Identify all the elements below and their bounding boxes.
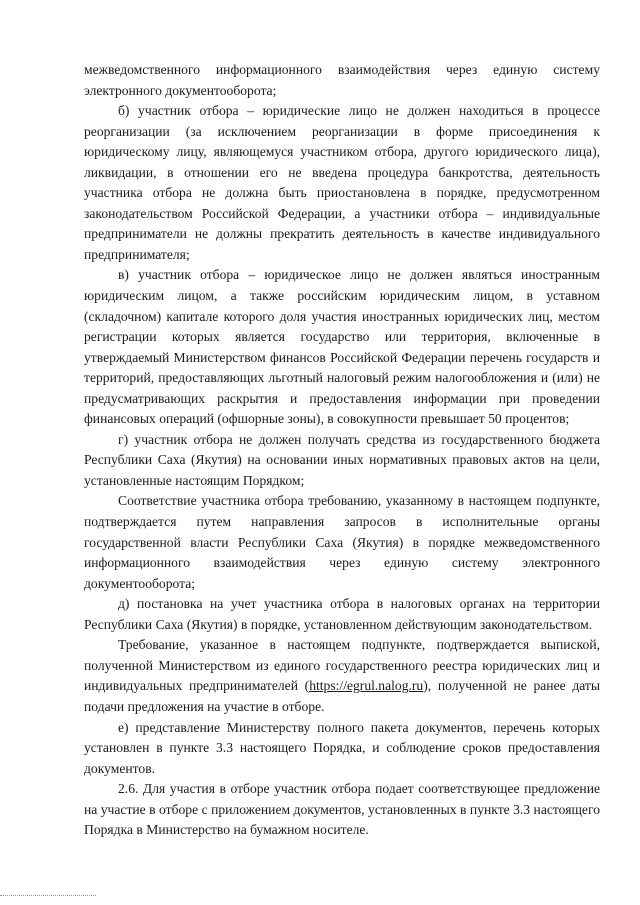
paragraph-item-v: в) участник отбора – юридическое лицо не должен являться иностранным юридическим лицом, а также российским юридическим лицом, в уставном (складочном) капитале которого доля участия иностранных юридических лиц, местом регистрации которых является государство или территория, включенные в утверждаемый Министерством финансов Российской Федерации перечень государств и территорий, предоставляющих льготный налоговый режим налогообложения и (или) не предусматривающих раскрытия и предоставления информации при проведении финансовых операций (офшорные зоны), в совокупности превышает 50 процентов; (84, 267, 600, 427)
paragraph-continuation: межведомственного информационного взаимодействия через единую систему электронного документооборота; (84, 62, 600, 98)
paragraph-item-b: б) участник отбора – юридические лицо не должен находиться в процессе реорганизации (за исключением реорганизации в форме присоединения к юридическому лицу, являющемуся участником отбора, другого юридического лица), ликвидации, в отношении его не введена процедура банкротства, деятельность участника отбора не должна быть приостановлена в порядке, предусмотренном законодательством Российской Федерации, а участники отбора – индивидуальные предприниматели не должны прекратить деятельность в качестве индивидуального предпринимателя; (84, 103, 600, 262)
paragraph-item-g: г) участник отбора не должен получать средства из государственного бюджета Республики Саха (Якутия) на основании иных нормативных правовых актов на цели, установленные настоящим Порядком; (84, 431, 600, 488)
requirement-text-after: ), полученной не ранее даты подачи предложения на участие в отборе. (84, 678, 600, 714)
requirement-text-before: Требование, указанное в настоящем подпункте, подтверждается выпиской, полученной Министерством из единого государственного реестра юридических лиц и индивидуальных предпринимателей ( (84, 637, 600, 694)
paragraph-item-d: д) постановка на учет участника отбора в налоговых органах на территории Республики Саха (Якутия) в порядке, установленном действующим законодательством. (84, 596, 600, 632)
paragraph-section-2-6: 2.6. Для участия в отборе участник отбора подает соответствующее предложение на участие в отборе с приложением документов, установленных в пункте 3.3 настоящего Порядка в Министерство на бумажном носителе. (84, 781, 600, 838)
document-body (84, 60, 600, 841)
paragraph-item-e: е) представление Министерству полного пакета документов, перечень которых установлен в пункте 3.3 настоящего Порядка, и соблюдение сроков предоставления документов. (84, 719, 600, 776)
paragraph-requirement-note (84, 635, 600, 717)
paragraph-compliance-note: Соответствие участника отбора требованию, указанному в настоящем подпункте, подтверждается путем направления запросов в исполнительные органы государственной власти Республики Саха (Якутия) в порядке межведомственного информационного взаимодействия через единую систему электронного документооборота; (84, 493, 600, 591)
footer-divider (0, 895, 96, 896)
egrul-link[interactable]: https://egrul.nalog.ru (309, 678, 424, 694)
